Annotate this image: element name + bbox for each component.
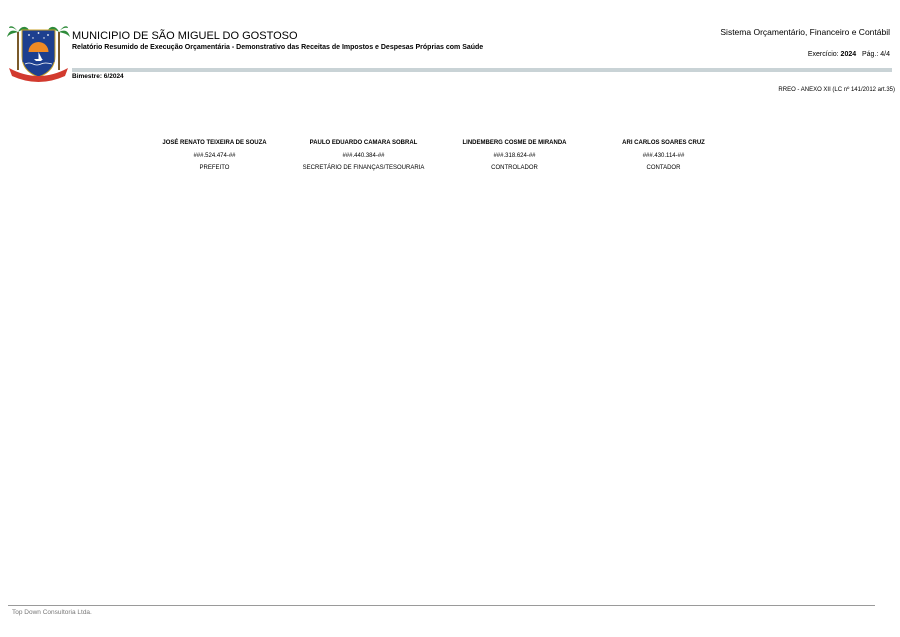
signatory-name: JOSÉ RENATO TEIXEIRA DE SOUZA bbox=[162, 140, 267, 146]
signature-block bbox=[576, 137, 751, 175]
footer-divider bbox=[8, 605, 875, 606]
system-name: Sistema Orçamentário, Financeiro e Contábil bbox=[720, 27, 890, 37]
header-divider bbox=[72, 68, 892, 72]
exercise-year: 2024 bbox=[840, 51, 857, 58]
signatory-document: ###.440.384-## bbox=[342, 152, 385, 159]
signatory-role: CONTROLADOR bbox=[491, 165, 538, 171]
signatory-role: SECRETÁRIO DE FINANÇAS/TESOURARIA bbox=[302, 165, 425, 171]
bimestre-label: Bimestre: 6/2024 bbox=[72, 73, 124, 80]
signature-block bbox=[276, 137, 451, 175]
signatory-name: ARI CARLOS SOARES CRUZ bbox=[622, 140, 705, 146]
signatory-document: ###.524.474-## bbox=[193, 152, 236, 159]
signatory-role: CONTADOR bbox=[646, 165, 681, 171]
municipality-name: MUNICIPIO DE SÃO MIGUEL DO GOSTOSO bbox=[72, 30, 298, 42]
signatory-document: ###.430.114-## bbox=[642, 152, 685, 159]
municipal-coat-of-arms-icon bbox=[7, 22, 70, 84]
page-number: Pág.: 4/4 bbox=[861, 51, 890, 58]
report-title: Relatório Resumido de Execução Orçamentária - Demonstrativo das Receitas de Impostos e Despesas Próprias com Saúde bbox=[72, 44, 484, 51]
exercise-info bbox=[808, 51, 890, 58]
signatory-name: PAULO EDUARDO CAMARA SOBRAL bbox=[309, 140, 418, 146]
footer-company: Top Down Consultoria Ltda. bbox=[12, 609, 92, 616]
signatory-document: ###.318.624-## bbox=[493, 152, 536, 159]
signatory-name: LINDEMBERG COSME DE MIRANDA bbox=[462, 140, 567, 146]
signatory-role: PREFEITO bbox=[199, 165, 230, 171]
annex-reference: RREO - ANEXO XII (LC nº 141/2012 art.35) bbox=[778, 87, 895, 93]
exercise-label: Exercício: bbox=[807, 51, 839, 58]
